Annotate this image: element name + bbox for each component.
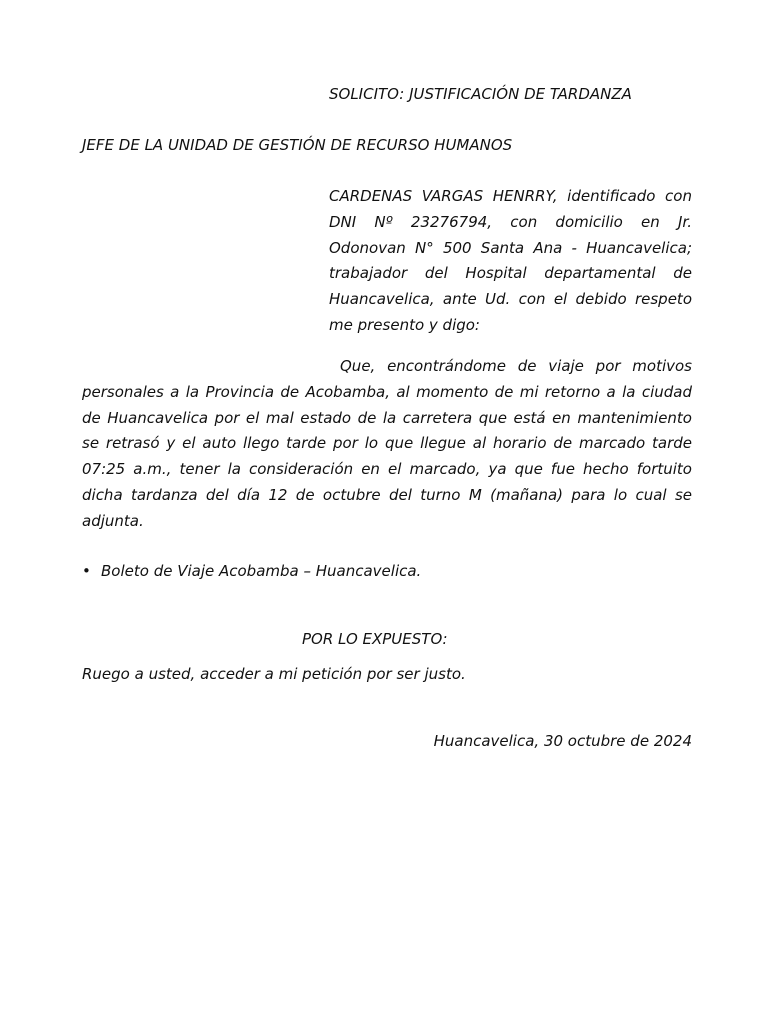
request-body-paragraph: Que, encontrándome de viaje por motivos personales a la Provincia de Acobamba, al momento de mi retorno a la ciudad de Huancavelica por el mal estado de la carretera que está en mantenimiento se retrasó y el auto llego tarde por lo que llegue al horario de marcado tarde 07:25 a.m., tener la consideración en el marcado, ya que fue hecho fortuito dicha tardanza del día 12 de octubre del turno M (mañana) para lo cual se adjunta. [82,357,692,530]
closing-heading: POR LO EXPUESTO: [302,630,448,648]
place-and-date: Huancavelica, 30 octubre de 2024 [433,732,692,750]
addressee-line: JEFE DE LA UNIDAD DE GESTIÓN DE RECURSO HUMANOS [82,136,513,154]
attachment-list-item [82,562,421,580]
request-statement: Ruego a usted, acceder a mi petición por ser justo. [82,665,466,683]
applicant-introduction: CARDENAS VARGAS HENRRY, identificado con DNI Nº 23276794, con domicilio en Jr. Odonovan N° 500 Santa Ana - Huancavelica; trabajador del Hospital departamental de Huancavelica, ante Ud. con el debido respeto me presento y digo: [329,187,692,334]
bullet-icon: • [82,562,91,580]
attachment-label: Boleto de Viaje Acobamba – Huancavelica. [101,562,422,580]
document-subject: SOLICITO: JUSTIFICACIÓN DE TARDANZA [329,85,632,103]
